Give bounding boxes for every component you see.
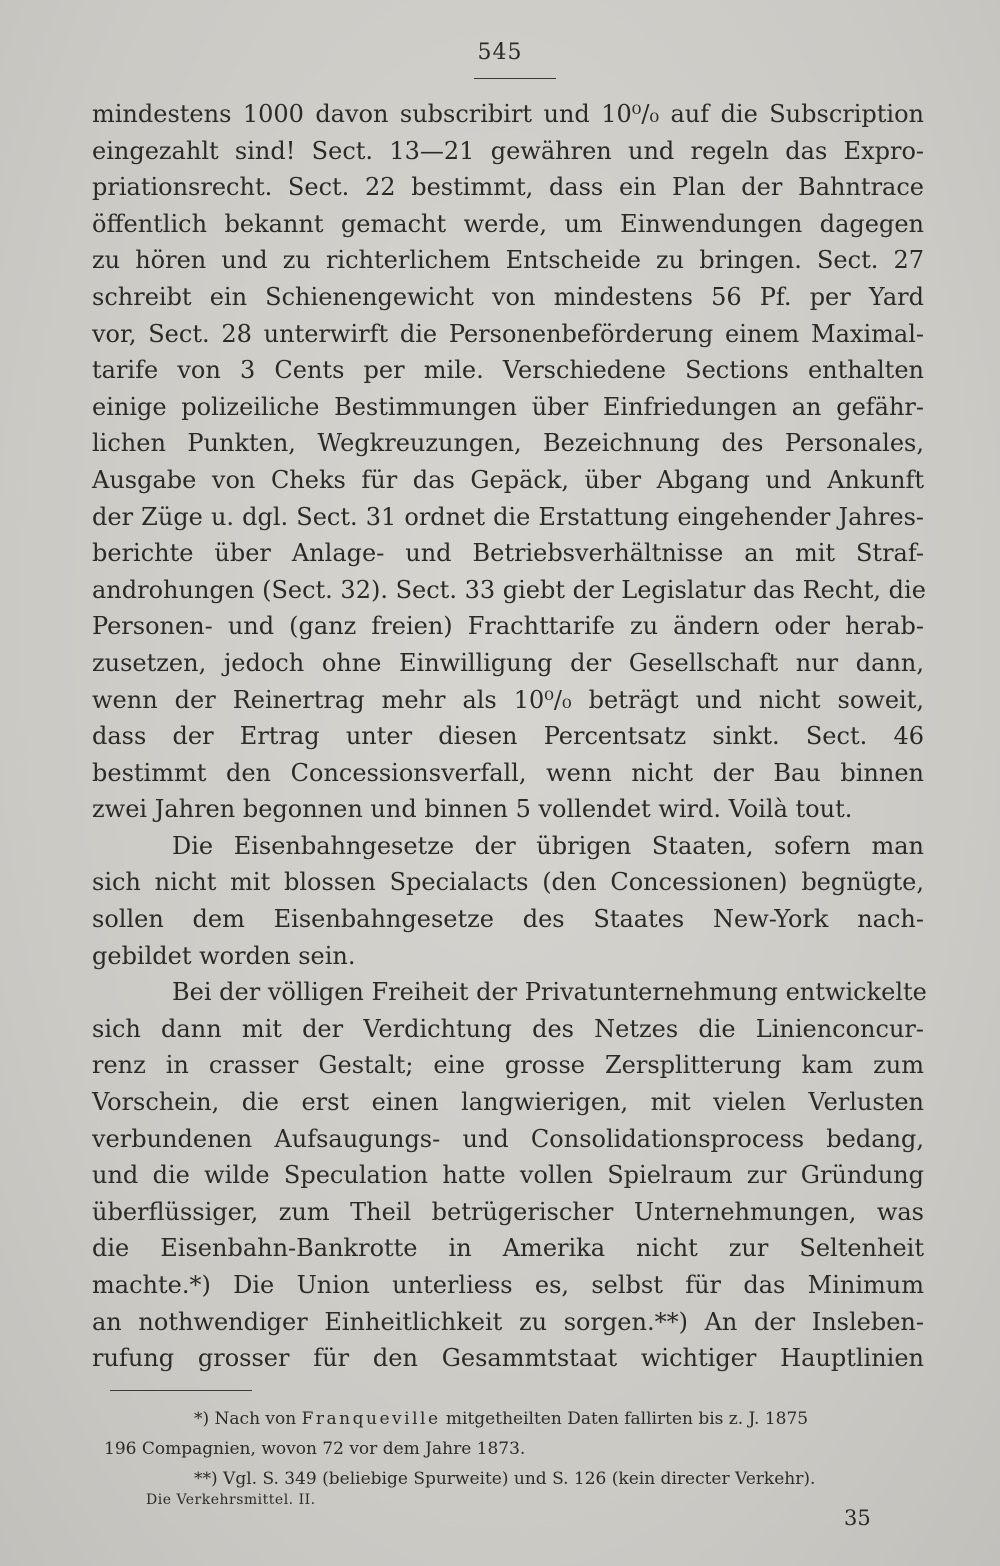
text-line: und die wilde Speculation hatte vollen Spielraum zur Gründung — [92, 1161, 924, 1190]
text-line: der Züge u. dgl. Sect. 31 ordnet die Erstattung eingehender Jahres- — [92, 502, 924, 531]
text-line: Ausgabe von Cheks für das Gepäck, über Abgang und Ankunft — [92, 465, 924, 494]
text-line: überflüssiger, zum Theil betrügerischer Unternehmungen, was — [92, 1197, 924, 1226]
body-text — [92, 96, 927, 1377]
text-line: vor, Sect. 28 unterwirft die Personenbeförderung einem Maximal- — [92, 319, 924, 348]
text-line: eingezahlt sind! Sect. 13—21 gewähren und regeln das Expro- — [92, 136, 924, 165]
footnote-rule — [110, 1390, 252, 1391]
sheet-number: 35 — [844, 1506, 871, 1530]
text-line: rufung grosser für den Gesammtstaat wichtiger Hauptlinien — [92, 1344, 924, 1373]
text-line: zu hören und zu richterlichem Entscheide zu bringen. Sect. 27 — [92, 246, 924, 275]
text-line: dass der Ertrag unter diesen Percentsatz sinkt. Sect. 46 — [92, 722, 924, 751]
text-line: einige polizeiliche Bestimmungen über Einfriedungen an gefähr- — [92, 392, 924, 421]
text-line: zwei Jahren begonnen und binnen 5 vollendet wird. Voilà tout. — [92, 795, 853, 824]
header-rule — [474, 78, 556, 79]
text-line: öffentlich bekannt gemacht werde, um Einwendungen dagegen — [92, 209, 924, 238]
text-line: Die Eisenbahngesetze der übrigen Staaten, sofern man — [172, 831, 924, 860]
text-line: lichen Punkten, Wegkreuzungen, Bezeichnung des Personales, — [92, 429, 924, 458]
text-line: die Eisenbahn-Bankrotte in Amerika nicht zur Seltenheit — [92, 1234, 924, 1263]
text-line: zusetzen, jedoch ohne Einwilligung der Gesellschaft nur dann, — [92, 648, 924, 677]
text-line: Personen- und (ganz freien) Frachttarife zu ändern oder herab- — [92, 612, 924, 641]
footnote-1-author: Franqueville — [301, 1409, 441, 1429]
text-line: verbundenen Aufsaugungs- und Consolidationsprocess bedang, — [92, 1124, 924, 1153]
signature-mark: Die Verkehrsmittel. II. — [146, 1492, 316, 1508]
text-line: tarife von 3 Cents per mile. Verschiedene Sections enthalten — [92, 356, 924, 385]
text-line: priationsrecht. Sect. 22 bestimmt, dass ein Plan der Bahntrace — [92, 173, 924, 202]
text-line: renz in crasser Gestalt; eine grosse Zersplitterung kam zum — [92, 1051, 924, 1080]
text-line: sich dann mit der Verdichtung des Netzes die Linienconcur- — [92, 1014, 924, 1043]
text-line: wenn der Reinertrag mehr als 10⁰/₀ beträgt und nicht soweit, — [92, 685, 924, 714]
text-line: gebildet worden sein. — [92, 941, 356, 970]
text-line: Vorschein, die erst einen langwierigen, mit vielen Verlusten — [92, 1088, 924, 1117]
text-line: bestimmt den Concessionsverfall, wenn nicht der Bau binnen — [92, 758, 924, 787]
text-line: berichte über Anlage- und Betriebsverhältnisse an mit Straf- — [92, 539, 924, 568]
footnote-1-suffix: mitgetheilten Daten fallirten bis z. J. 1875 — [440, 1409, 809, 1429]
text-line: mindestens 1000 davon subscribirt und 10⁰/₀ auf die Subscription — [92, 100, 924, 128]
text-line: machte.*) Die Union unterliess es, selbst für das Minimum — [92, 1271, 924, 1299]
text-line: schreibt ein Schienengewicht von mindestens 56 Pf. per Yard — [92, 282, 924, 311]
text-line: androhungen (Sect. 32). Sect. 33 giebt der Legislatur das Recht, die — [92, 575, 926, 604]
footnote-1-continuation: 196 Compagnien, wovon 72 vor dem Jahre 1873. — [104, 1439, 526, 1459]
page-number: 545 — [477, 40, 523, 65]
footnote-1 — [104, 1404, 940, 1434]
text-line: Bei der völligen Freiheit der Privatunternehmung entwickelte — [172, 978, 927, 1007]
footnotes — [104, 1404, 940, 1494]
text-line: sollen dem Eisenbahngesetze des Staates New-York nach- — [92, 905, 924, 934]
text-line: an nothwendiger Einheitlichkeit zu sorgen.**) An der Insleben- — [92, 1307, 924, 1336]
text-line: sich nicht mit blossen Specialacts (den Concessionen) begnügte, — [92, 868, 924, 897]
footnote-2: **) Vgl. S. 349 (beliebige Spurweite) und S. 126 (kein directer Verkehr). — [194, 1469, 816, 1489]
footnote-1-prefix: *) Nach von — [194, 1409, 302, 1429]
